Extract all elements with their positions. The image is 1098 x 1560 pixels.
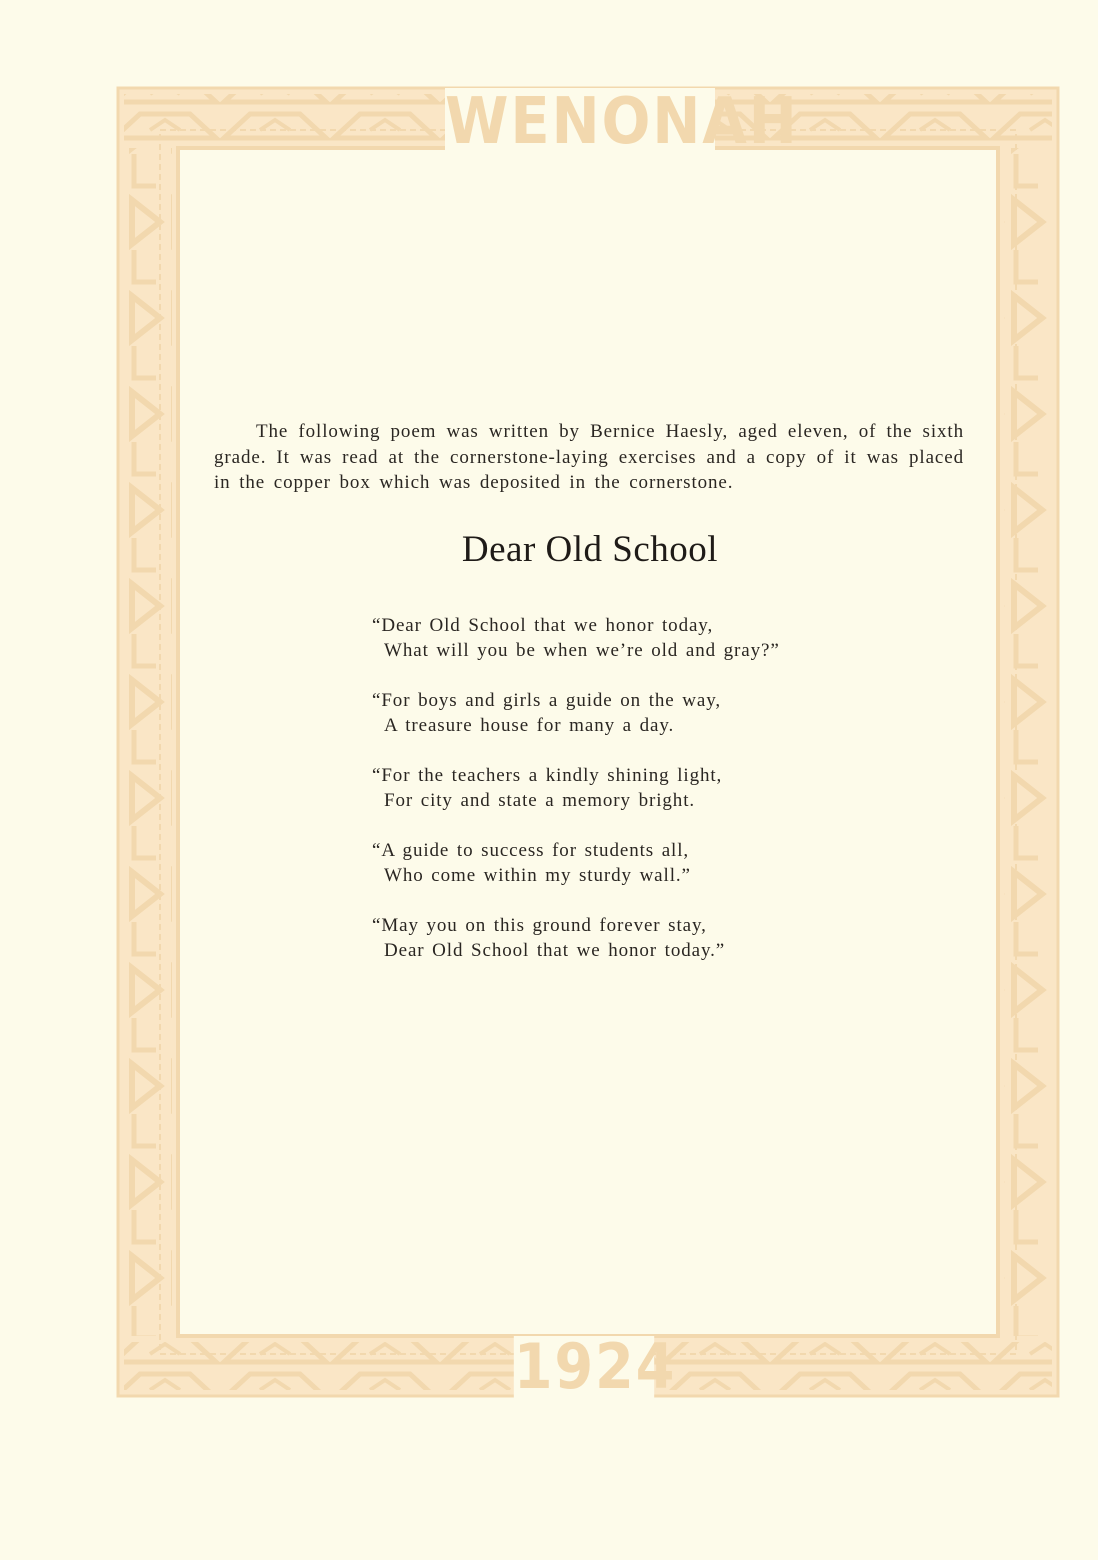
poem-stanza xyxy=(372,613,892,663)
poem-line: “For boys and girls a guide on the way, xyxy=(372,690,722,711)
poem-line: For city and state a memory bright. xyxy=(384,790,696,811)
yearbook-title-wenonah: WENONAH xyxy=(445,85,799,159)
poem-line: Dear Old School that we honor today.” xyxy=(384,940,726,961)
poem-stanza xyxy=(372,688,892,738)
poem-line: A treasure house for many a day. xyxy=(384,715,675,736)
poem-title: Dear Old School xyxy=(461,529,719,570)
intro-paragraph: The following poem was written by Bernice Haesly, aged eleven, of the sixth grade. It was read at the cornerstone-laying exercises and a copy of it was placed in the copper box which was deposited in the cornerstone. xyxy=(214,421,964,493)
poem-stanza xyxy=(372,838,892,888)
poem-body xyxy=(372,613,892,988)
poem-stanza xyxy=(372,913,892,963)
poem-line: “Dear Old School that we honor today, xyxy=(372,615,714,636)
poem-line: “A guide to success for students all, xyxy=(372,840,690,861)
poem-line: “May you on this ground forever stay, xyxy=(372,915,707,936)
poem-line: “For the teachers a kindly shining light, xyxy=(372,765,723,786)
poem-stanza xyxy=(372,763,892,813)
poem-line: What will you be when we’re old and gray?” xyxy=(384,640,780,661)
yearbook-year-1924: 1924 xyxy=(513,1330,677,1403)
poem-line: Who come within my sturdy wall.” xyxy=(384,865,691,886)
